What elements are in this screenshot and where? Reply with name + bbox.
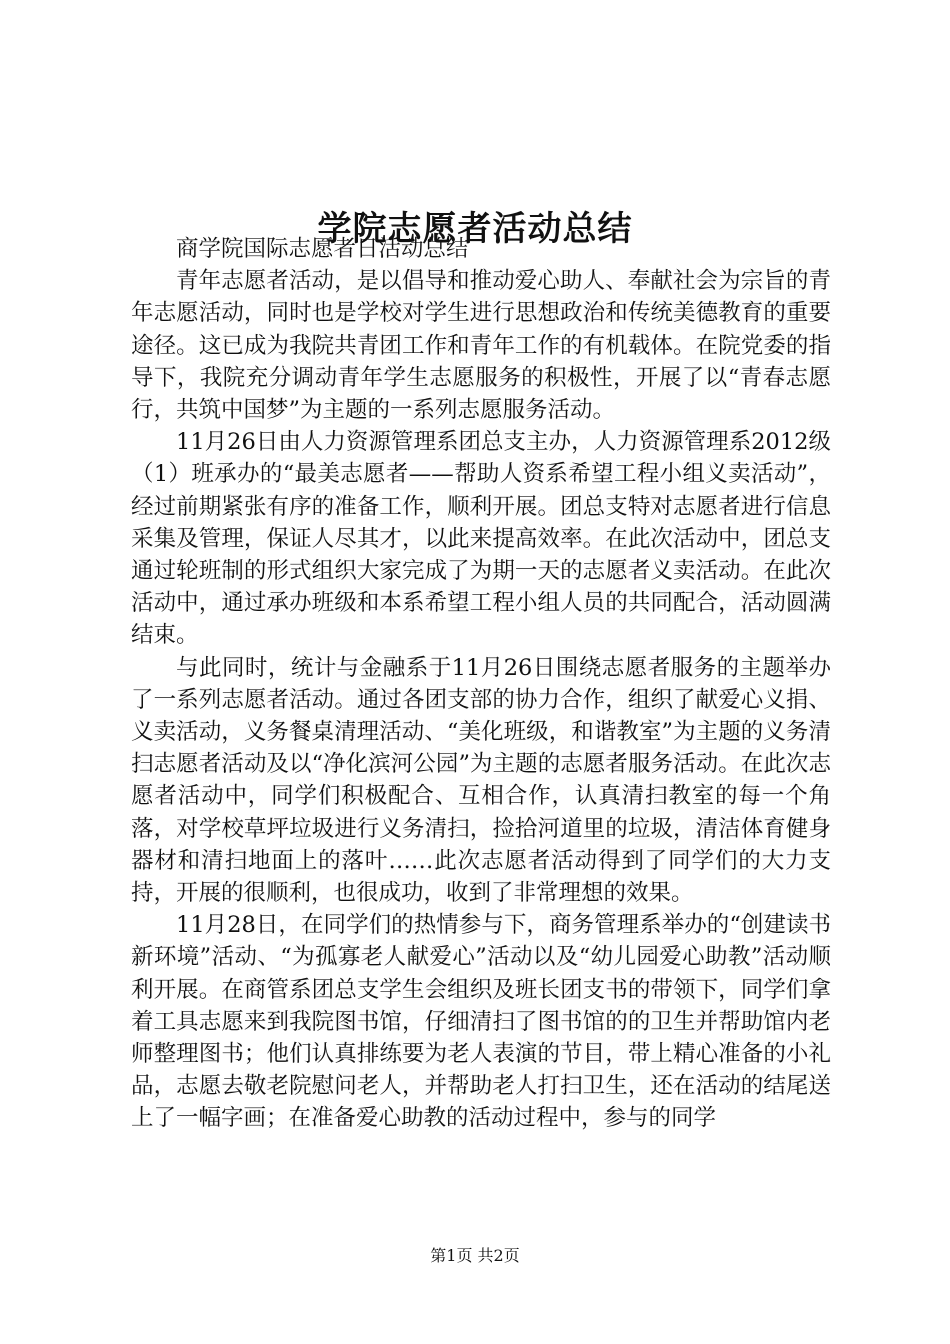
document-title: 学院志愿者活动总结 [317, 208, 633, 249]
paragraph-statistics-finance: 与此同时，统计与金融系于11月26日围绕志愿者服务的主题举办了一系列志愿者活动。通过各团支部的协力合作，组织了献爱心义捐、义卖活动，义务餐桌清理活动、“美化班级，和谐教室”为主题的义务清扫志愿者活动及以“净化滨河公园”为主题的志愿者服务活动。在此次志愿者活动中，同学们积极配合、互相合作，认真清扫教室的每一个角落，对学校草坪垃圾进行义务清扫，捡拾河道里的垃圾，清洁体育健身器材和清扫地面上的落叶……此次志愿者活动得到了同学们的大力支持，开展的很顺利，也很成功，收到了非常理想的效果。 [131, 654, 831, 907]
page-footer: 第1页 共2页 [430, 1246, 520, 1265]
paragraph-business-management: 11月28日，在同学们的热情参与下，商务管理系举办的“创建读书新环境”活动、“为孤寡老人献爱心”活动以及“幼儿园爱心助教”活动顺利开展。在商管系团总支学生会组织及班长团支书的带领下，同学们拿着工具志愿来到我院图书馆，仔细清扫了图书馆的的卫生并帮助馆内老师整理图书；他们认真排练要为老人表演的节目，带上精心准备的小礼品，志愿去敬老院慰问老人，并帮助老人打扫卫生，还在活动的结尾送上了一幅字画；在准备爱心助教的活动过程中，参与的同学 [131, 912, 831, 1132]
document-subtitle: 商学院国际志愿者日活动总结 [176, 236, 469, 262]
paragraph-intro: 青年志愿者活动，是以倡导和推动爱心助人、奉献社会为宗旨的青年志愿活动，同时也是学校对学生进行思想政治和传统美德教育的重要途径。这已成为我院共青团工作和青年工作的有机载体。在院党委的指导下，我院充分调动青年学生志愿服务的积极性，开展了以“青春志愿行，共筑中国梦”为主题的一系列志愿服务活动。 [131, 268, 831, 424]
document-body [131, 233, 831, 1135]
paragraph-hr-department: 11月26日由人力资源管理系团总支主办，人力资源管理系2012级（1）班承办的“最美志愿者——帮助人资系希望工程小组义卖活动”，经过前期紧张有序的准备工作，顺利开展。团总支特对志愿者进行信息采集及管理，保证人尽其才，以此来提高效率。在此次活动中，团总支通过轮班制的形式组织大家完成了为期一天的志愿者义卖活动。在此次活动中，通过承办班级和本系希望工程小组人员的共同配合，活动圆满结束。 [131, 429, 831, 649]
